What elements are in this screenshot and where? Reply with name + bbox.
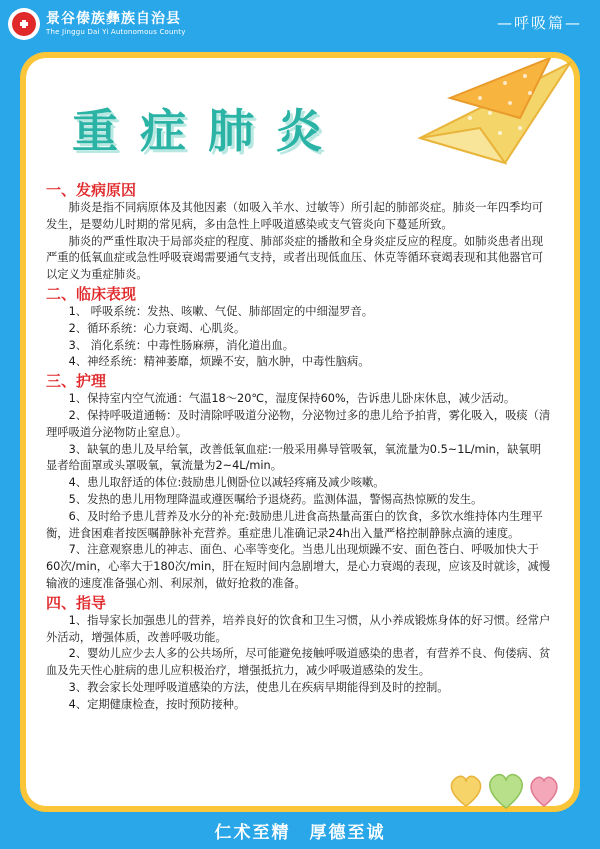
hospital-english-name: The Jinggu Dai Yi Autonomous County	[46, 28, 186, 36]
list-item: 4、神经系统：精神萎靡，烦躁不安，脑水肿，中毒性脑病。	[68, 355, 370, 369]
page-title: 重症肺炎	[72, 104, 344, 158]
paper-plane-icon	[410, 58, 580, 168]
list-item: 2、保持呼吸道通畅：及时清除呼吸道分泌物，分泌物过多的患儿给予拍背，雾化吸入，吸痰（清理呼吸道分泌物防止窒息）。	[46, 408, 551, 439]
list-item: 6、及时给予患儿营养及水分的补充:鼓励患儿进食高热量高蛋白的饮食，多饮水维持体内生理平衡，进食困难者按医嘱静脉补充营养。重症患儿准确记录24h出入量严格控制静脉点滴的速度。	[46, 509, 543, 540]
list-item: 7、注意观察患儿的神志、面色、心率等变化。当患儿出现烦躁不安、面色苍白、呼吸加快大于60次/min，心率大于180次/min，肝在短时间内急剧增大，是心力衰竭的表现，应该及时就诊，减慢输液的速度准备强心剂、利尿剂，做好抢救的准备。	[46, 543, 551, 590]
footer-slogan: 仁术至精 厚德至诚	[214, 823, 386, 843]
article-body	[46, 180, 552, 714]
hospital-logo	[8, 8, 40, 40]
header-bar	[0, 0, 600, 50]
section-heading-clinical: 二、临床表现	[46, 284, 137, 303]
footer-bar	[0, 812, 600, 849]
list-item: 1、指导家长加强患儿的营养，培养良好的饮食和卫生习惯，从小养成锻炼身体的好习惯。经常户外活动，增强体质，改善呼吸功能。	[46, 613, 551, 644]
paragraph: 肺炎的严重性取决于局部炎症的程度、肺部炎症的播散和全身炎症反应的程度。如肺炎患者出现严重的低氧血症或急性呼吸衰竭需要通气支持，或者出现低血压、休克等循环衰竭表现和其他器官可以定义为重症肺炎。	[46, 234, 544, 282]
list-item: 3、教会家长处理呼吸道感染的方法，使患儿在疾病早期能得到及时的控制。	[68, 680, 449, 694]
list-item: 3、缺氧的患儿及早给氧，改善低氧血症:一般采用鼻导管吸氧，氧流量为0.5~1L/min，缺氧明显者给面罩或头罩吸氧，氧流量为2~4L/min。	[46, 442, 542, 473]
section-heading-guide: 四、指导	[46, 593, 107, 612]
list-item: 1、保持室内空气流通：气温18～20℃，湿度保持60%，告诉患儿卧床休息，减少活动。	[68, 392, 516, 406]
hearts-icon	[448, 770, 558, 810]
list-item: 2、婴幼儿应少去人多的公共场所，尽可能避免接触呼吸道感染的患者，有营养不良、佝偻病、贫血及先天性心脏病的患儿应积极治疗，增强抵抗力，减少呼吸道感染的发生。	[46, 647, 551, 678]
list-item: 4、患儿取舒适的体位:鼓励患儿侧卧位以减轻疼痛及减少咳嗽。	[68, 476, 385, 490]
list-item: 1、 呼吸系统：发热、咳嗽、气促、肺部固定的中细湿罗音。	[68, 304, 374, 318]
list-item: 5、发热的患儿用物理降温或遵医嘱给予退烧药。监测体温，警惕高热惊厥的发生。	[68, 492, 483, 506]
red-cross-icon	[12, 12, 36, 36]
section-heading-cause: 一、发病原因	[46, 181, 137, 199]
hospital-name: 景谷傣族彝族自治县	[46, 11, 181, 27]
section-heading-care: 三、护理	[46, 372, 107, 391]
list-item: 4、定期健康检查，按时预防接种。	[68, 697, 246, 711]
paragraph: 肺炎是指不同病原体及其他因素（如吸入羊水、过敏等）所引起的肺部炎症。肺炎一年四季均可发生，是婴幼儿时期的常见病，多由急性上呼吸道感染或支气管炎向下蔓延所致。	[46, 201, 544, 231]
list-item: 3、 消化系统：中毒性肠麻痹，消化道出血。	[68, 338, 295, 352]
series-tag: —呼吸篇—	[496, 14, 582, 32]
list-item: 2、循环系统：心力衰竭、心肌炎。	[68, 321, 246, 335]
